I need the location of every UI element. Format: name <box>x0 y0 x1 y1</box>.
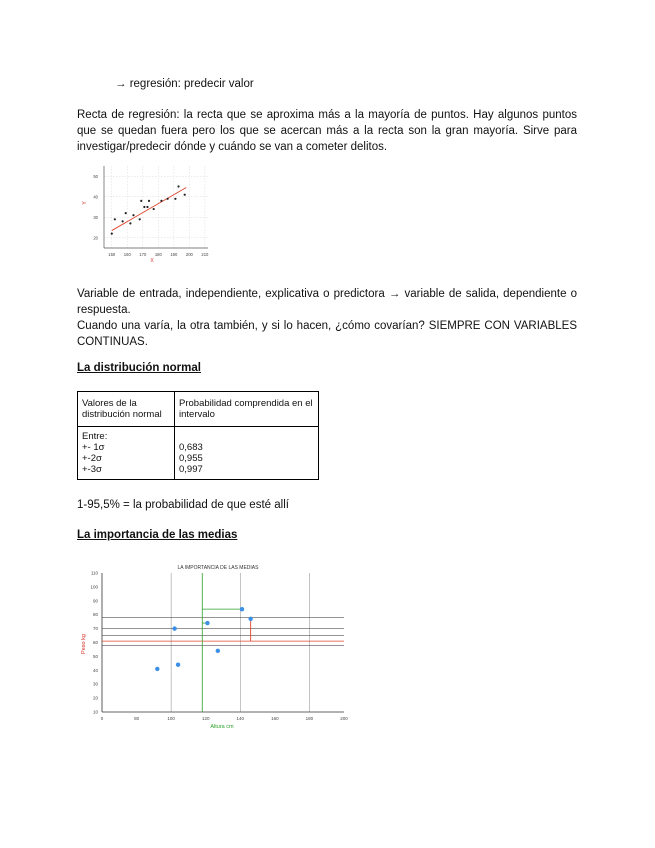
chart1-x-tick-label: 200 <box>185 252 193 257</box>
chart1-data-point <box>125 212 127 214</box>
chart1-x-tick-label: 180 <box>154 252 162 257</box>
chart1-data-point <box>129 222 131 224</box>
chart2-x-tick-label: 80 <box>134 716 140 721</box>
chart2-y-tick-label: 20 <box>92 695 98 701</box>
chart2-y-label: Peso kg <box>81 634 87 654</box>
chart2-x-tick-label: 100 <box>167 716 175 721</box>
regresion-note: → regresión: predecir valor <box>115 78 254 90</box>
chart1-y-tick-label: 50 <box>93 173 98 179</box>
chart2-y-tick-label: 110 <box>90 570 98 576</box>
chart2-data-point <box>205 621 209 625</box>
chart2-data-point <box>248 617 252 621</box>
probability-note: 1-95,5% = la probabilidad de que esté allí <box>77 499 289 511</box>
heading-importancia-medias: La importancia de las medias <box>77 529 238 541</box>
covarian-paragraph: Cuando una varía, la otra también, y si lo hacen, ¿cómo covarían? SIEMPRE CON VARIABLES CONTINUAS. <box>77 320 577 348</box>
chart2-y-tick-label: 40 <box>92 667 98 673</box>
table-header-row <box>78 392 319 427</box>
chart1-data-point <box>111 233 113 235</box>
chart1-data-point <box>146 206 148 208</box>
chart2-x-label: Altura cm <box>210 724 234 730</box>
chart1-y-tick-label: 20 <box>93 235 98 241</box>
chart1-x-tick-label: 170 <box>139 252 147 257</box>
chart2-x-tick-label: 0 <box>100 716 104 721</box>
table-header-cell: Valores de la distribución normal <box>78 392 175 427</box>
chart2-y-tick-label: 100 <box>90 584 98 590</box>
heading-distribucion-normal: La distribución normal <box>77 362 201 374</box>
chart2-x-tick-label: 120 <box>201 716 210 721</box>
chart1-data-point <box>114 218 116 220</box>
chart2-x-tick-label: 140 <box>236 716 245 721</box>
chart2-data-point <box>155 667 159 671</box>
chart2-x-tick-label: 160 <box>271 716 279 721</box>
chart1-x-tick-label: 190 <box>170 252 178 257</box>
chart2-y-tick-label: 50 <box>92 653 98 659</box>
chart2-x-tick-label: 180 <box>305 716 314 721</box>
table-cell-probabilities: 0,683 0,955 0,997 <box>175 427 319 480</box>
chart1-data-point <box>132 214 134 216</box>
chart1-data-point <box>148 200 150 202</box>
chart1-data-point <box>160 200 162 202</box>
chart1-data-point <box>139 218 141 220</box>
variables-paragraph: Variable de entrada, independiente, explicativa o predictora → variable de salida, dependiente o respuesta. <box>77 288 577 316</box>
chart1-x-label: X <box>150 258 154 263</box>
chart2-y-tick-label: 70 <box>92 626 98 632</box>
chart1-data-point <box>143 206 145 208</box>
chart1-regression-line <box>112 188 187 231</box>
chart2-y-tick-label: 60 <box>92 640 98 645</box>
table-header-cell: Probabilidad comprendida en el intervalo <box>175 392 319 427</box>
chart2-y-tick-label: 80 <box>92 612 98 618</box>
chart1-data-point <box>167 198 169 200</box>
regression-scatter-chart <box>80 158 215 263</box>
chart1-y-tick-label: 30 <box>93 214 98 220</box>
chart2-data-point <box>216 649 220 653</box>
chart1-y-label: Y <box>82 201 88 205</box>
chart2-title: LA IMPORTANCIA DE LAS MEDIAS <box>177 565 259 571</box>
chart1-x-tick-label: 210 <box>201 252 209 257</box>
regression-paragraph: Recta de regresión: la recta que se aproxima más a la mayoría de puntos. Hay algunos puntos que se quedan fuera pero los que se acercan más a la recta son la gran mayoría. Sirve para investigar/predecir dónde y cuándo se van a cometer delitos. <box>77 109 577 153</box>
chart2-data-point <box>176 663 180 667</box>
means-scatter-chart <box>76 558 361 733</box>
normal-distribution-table <box>77 391 319 480</box>
chart2-x-tick-label: 200 <box>340 716 348 721</box>
chart1-data-point <box>153 208 155 210</box>
chart2-y-tick-label: 30 <box>92 681 98 687</box>
chart1-x-tick-label: 160 <box>123 252 131 257</box>
chart2-data-point <box>240 607 244 611</box>
chart1-data-point <box>140 200 142 202</box>
chart2-y-tick-label: 90 <box>92 598 98 604</box>
chart1-y-tick-label: 40 <box>93 194 98 200</box>
chart1-x-tick-label: 150 <box>108 252 116 257</box>
table-cell-values: Entre: +- 1σ +-2σ +-3σ <box>78 427 175 480</box>
chart1-data-point <box>174 198 176 200</box>
chart1-data-point <box>122 220 124 222</box>
chart1-data-point <box>177 185 179 187</box>
chart2-data-point <box>172 626 176 630</box>
chart1-data-point <box>184 194 186 196</box>
chart2-y-tick-label: 10 <box>92 709 98 715</box>
table-row <box>78 427 319 480</box>
